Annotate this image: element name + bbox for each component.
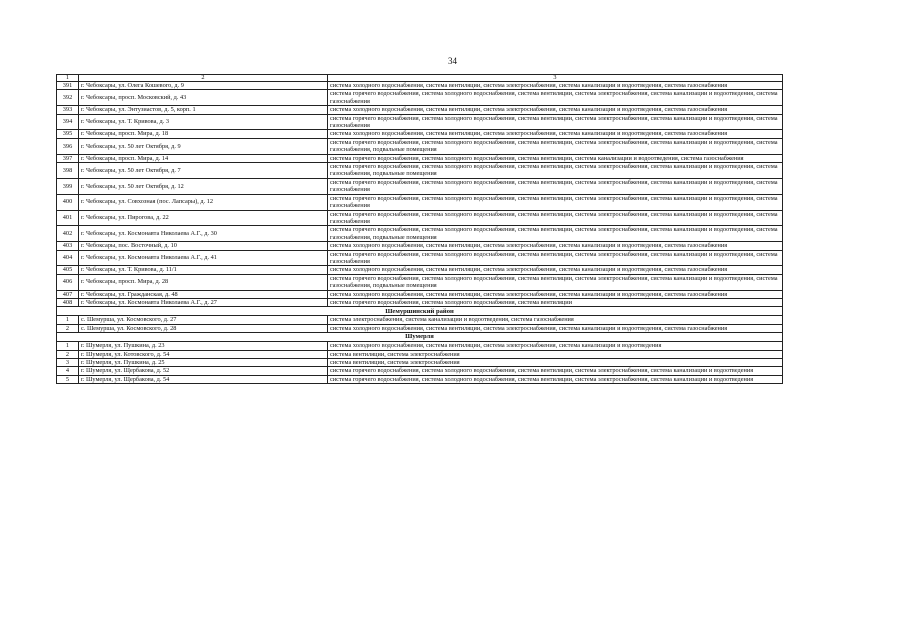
page-number: 34 bbox=[448, 56, 457, 66]
row-address: г. Шумерля, ул. Щербакова, д. 54 bbox=[79, 375, 328, 383]
row-number: 2 bbox=[57, 350, 79, 358]
table-row bbox=[57, 163, 783, 179]
row-number: 2 bbox=[57, 324, 79, 332]
row-systems: система горячего водоснабжения, система холодного водоснабжения, система вентиляции, система электроснабжения, система канализации и водоотведения, система газоснабжения bbox=[328, 178, 783, 194]
row-address: г. Чебоксары, ул. 50 лет Октября, д. 9 bbox=[79, 138, 328, 154]
row-address: г. Чебоксары, ул. Пирогова, д. 22 bbox=[79, 210, 328, 226]
section-row bbox=[57, 333, 783, 342]
row-address: г. Чебоксары, просп. Мира, д. 28 bbox=[79, 274, 328, 290]
row-address: г. Чебоксары, пос. Восточный, д. 10 bbox=[79, 242, 328, 250]
row-address: г. Чебоксары, ул. Олега Кошевого, д. 9 bbox=[79, 82, 328, 90]
row-number: 391 bbox=[57, 82, 79, 90]
header-cell-address: 2 bbox=[79, 75, 328, 82]
table-row bbox=[57, 178, 783, 194]
table-row bbox=[57, 90, 783, 106]
table-row bbox=[57, 290, 783, 298]
row-systems: система вентиляции, система электроснабжения bbox=[328, 350, 783, 358]
row-address: г. Чебоксары, ул. 50 лет Октября, д. 7 bbox=[79, 163, 328, 179]
table-row bbox=[57, 210, 783, 226]
row-systems: система горячего водоснабжения, система холодного водоснабжения, система вентиляции, система электроснабжения, система канализации и водоотведения, система газоснабжения bbox=[328, 210, 783, 226]
table-row bbox=[57, 375, 783, 383]
table-row bbox=[57, 82, 783, 90]
table-row bbox=[57, 242, 783, 250]
row-number: 4 bbox=[57, 367, 79, 375]
row-systems: система горячего водоснабжения, система холодного водоснабжения, система вентиляции, система электроснабжения, система канализации и водоотведения, система газоснабжения, подвальные помещения bbox=[328, 138, 783, 154]
row-address: г. Чебоксары, ул. Совхозная (пос. Лапсары), д. 12 bbox=[79, 194, 328, 210]
row-systems: система холодного водоснабжения, система вентиляции, система электроснабжения, система канализации и водоотведения, система газоснабжения bbox=[328, 130, 783, 138]
row-systems: система холодного водоснабжения, система вентиляции, система электроснабжения, система канализации и водоотведения, система газоснабжения bbox=[328, 242, 783, 250]
row-address: г. Чебоксары, просп. Мира, д. 14 bbox=[79, 154, 328, 162]
row-address: с. Шемурша, ул. Космовского, д. 28 bbox=[79, 324, 328, 332]
row-number: 408 bbox=[57, 298, 79, 306]
table-row bbox=[57, 298, 783, 306]
row-systems: система горячего водоснабжения, система холодного водоснабжения, система вентиляции, система электроснабжения, система канализации и водоотведения, система газоснабжения, подвальные помещения bbox=[328, 274, 783, 290]
row-number: 403 bbox=[57, 242, 79, 250]
table-row bbox=[57, 342, 783, 350]
row-number: 399 bbox=[57, 178, 79, 194]
row-address: г. Чебоксары, просп. Московский, д. 43 bbox=[79, 90, 328, 106]
row-number: 396 bbox=[57, 138, 79, 154]
row-address: г. Шумерля, ул. Котовского, д. 54 bbox=[79, 350, 328, 358]
row-number: 392 bbox=[57, 90, 79, 106]
table-row bbox=[57, 138, 783, 154]
row-systems: система холодного водоснабжения, система вентиляции, система электроснабжения, система канализации и водоотведения, система газоснабжения bbox=[328, 106, 783, 114]
table-row bbox=[57, 350, 783, 358]
row-systems: система горячего водоснабжения, система холодного водоснабжения, система вентиляции, система электроснабжения, система канализации и водоотведения bbox=[328, 367, 783, 375]
row-number: 404 bbox=[57, 250, 79, 266]
facilities-table bbox=[56, 74, 783, 384]
header-row bbox=[57, 75, 783, 82]
row-number: 397 bbox=[57, 154, 79, 162]
row-number: 1 bbox=[57, 342, 79, 350]
table-row bbox=[57, 130, 783, 138]
row-systems: система горячего водоснабжения, система холодного водоснабжения, система вентиляции, система электроснабжения, система канализации и водоотведения, система газоснабжения, подвальные помещения bbox=[328, 163, 783, 179]
row-address: г. Чебоксары, ул. Энтузиастов, д. 5, корп. 1 bbox=[79, 106, 328, 114]
row-number: 1 bbox=[57, 316, 79, 324]
row-number: 400 bbox=[57, 194, 79, 210]
row-number: 401 bbox=[57, 210, 79, 226]
row-address: г. Шумерля, ул. Пушкина, д. 23 bbox=[79, 342, 328, 350]
row-systems: система вентиляции, система электроснабжения bbox=[328, 359, 783, 367]
row-number: 398 bbox=[57, 163, 79, 179]
header-cell-number: 1 bbox=[57, 75, 79, 82]
table-row bbox=[57, 194, 783, 210]
table-row bbox=[57, 367, 783, 375]
row-systems: система горячего водоснабжения, система холодного водоснабжения, система вентиляции, система электроснабжения, система канализации и водоотведения, система газоснабжения bbox=[328, 194, 783, 210]
row-address: г. Шумерля, ул. Щербакова, д. 52 bbox=[79, 367, 328, 375]
table-row bbox=[57, 359, 783, 367]
row-systems: система электроснабжения, система канализации и водоотведения, система газоснабжения bbox=[328, 316, 783, 324]
row-number: 3 bbox=[57, 359, 79, 367]
row-address: г. Шумерля, ул. Пушкина, д. 25 bbox=[79, 359, 328, 367]
table-row bbox=[57, 226, 783, 242]
row-address: г. Чебоксары, ул. Т. Кривова, д. 11/1 bbox=[79, 266, 328, 274]
row-number: 5 bbox=[57, 375, 79, 383]
row-number: 402 bbox=[57, 226, 79, 242]
row-number: 405 bbox=[57, 266, 79, 274]
row-systems: система горячего водоснабжения, система холодного водоснабжения, система вентиляции, система электроснабжения, система канализации и водоотведения, система газоснабжения, подвальные помещения bbox=[328, 226, 783, 242]
table-row bbox=[57, 316, 783, 324]
row-systems: система холодного водоснабжения, система вентиляции, система электроснабжения, система канализации и водоотведения, система газоснабжения bbox=[328, 82, 783, 90]
row-systems: система горячего водоснабжения, система холодного водоснабжения, система вентиляции, система электроснабжения, система канализации и водоотведения, система газоснабжения bbox=[328, 114, 783, 130]
table-row bbox=[57, 250, 783, 266]
row-systems: система горячего водоснабжения, система холодного водоснабжения, система вентиляции, система канализации и водоотведения, система газоснабжения bbox=[328, 154, 783, 162]
table-row bbox=[57, 324, 783, 332]
table-row bbox=[57, 266, 783, 274]
row-systems: система холодного водоснабжения, система вентиляции, система электроснабжения, система канализации и водоотведения, система газоснабжения bbox=[328, 324, 783, 332]
row-address: г. Чебоксары, ул. Космонавта Николаева А.Г., д. 27 bbox=[79, 298, 328, 306]
row-systems: система горячего водоснабжения, система холодного водоснабжения, система вентиляции bbox=[328, 298, 783, 306]
row-number: 393 bbox=[57, 106, 79, 114]
section-title: Шумерля bbox=[57, 333, 783, 342]
row-address: с. Шемурша, ул. Космовского, д. 27 bbox=[79, 316, 328, 324]
row-address: г. Чебоксары, просп. Мира, д. 18 bbox=[79, 130, 328, 138]
table-row bbox=[57, 114, 783, 130]
row-systems: система горячего водоснабжения, система холодного водоснабжения, система вентиляции, система электроснабжения, система канализации и водоотведения bbox=[328, 375, 783, 383]
row-systems: система холодного водоснабжения, система вентиляции, система электроснабжения, система канализации и водоотведения, система газоснабжения bbox=[328, 266, 783, 274]
row-systems: система холодного водоснабжения, система вентиляции, система электроснабжения, система канализации и водоотведения bbox=[328, 342, 783, 350]
table-row bbox=[57, 274, 783, 290]
row-address: г. Чебоксары, ул. 50 лет Октября, д. 12 bbox=[79, 178, 328, 194]
table-row bbox=[57, 154, 783, 162]
table-body bbox=[57, 75, 783, 384]
row-address: г. Чебоксары, ул. Космонавта Николаева А.Г., д. 41 bbox=[79, 250, 328, 266]
row-number: 394 bbox=[57, 114, 79, 130]
row-address: г. Чебоксары, ул. Т. Кривова, д. 3 bbox=[79, 114, 328, 130]
row-number: 407 bbox=[57, 290, 79, 298]
row-systems: система горячего водоснабжения, система холодного водоснабжения, система вентиляции, система электроснабжения, система канализации и водоотведения, система газоснабжения bbox=[328, 90, 783, 106]
row-number: 395 bbox=[57, 130, 79, 138]
section-title: Шемуршинский район bbox=[57, 307, 783, 316]
row-systems: система горячего водоснабжения, система холодного водоснабжения, система вентиляции, система электроснабжения, система канализации и водоотведения, система газоснабжения bbox=[328, 250, 783, 266]
row-systems: система холодного водоснабжения, система вентиляции, система электроснабжения, система канализации и водоотведения, система газоснабжения bbox=[328, 290, 783, 298]
row-number: 406 bbox=[57, 274, 79, 290]
row-address: г. Чебоксары, ул. Космонавта Николаева А.Г., д. 30 bbox=[79, 226, 328, 242]
table-row bbox=[57, 106, 783, 114]
row-address: г. Чебоксары, ул. Гражданская, д. 48 bbox=[79, 290, 328, 298]
header-cell-systems: 3 bbox=[328, 75, 783, 82]
section-row bbox=[57, 307, 783, 316]
